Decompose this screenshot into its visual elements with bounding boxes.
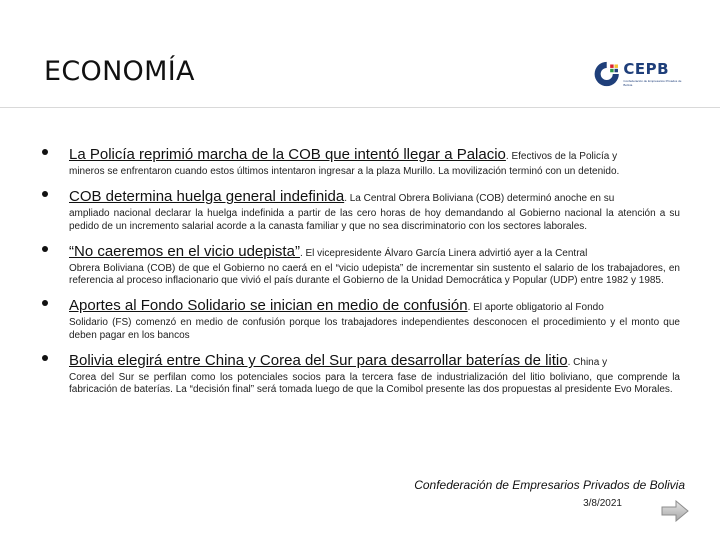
- news-lead: . La Central Obrera Boliviana (COB) determinó anoche en su: [344, 193, 615, 205]
- news-lead: . Efectivos de la Policía y: [505, 151, 618, 162]
- news-headline[interactable]: COB determina huelga general indefinida: [69, 188, 345, 206]
- cepb-logo: [592, 56, 682, 92]
- news-item: [40, 187, 680, 233]
- news-item: [40, 296, 680, 342]
- news-item: [40, 242, 680, 288]
- logo-name: CEPB: [623, 60, 670, 78]
- page-title: ECONOMÍA: [44, 56, 195, 87]
- header-divider: [0, 107, 720, 108]
- news-item: [40, 145, 680, 178]
- arrow-right-icon[interactable]: [661, 500, 689, 522]
- logo-subtitle: Confederación de Empresarios Privados de Bolivia: [623, 79, 682, 87]
- news-body: Corea del Sur se perfilan como los potenciales socios para la tercera fase de industrialización del litio boliviano, que comprende la fabricación de baterías. La “decisión final” será tomada luego de que la Comibol presente las dos propuestas al presidente Evo Morales.: [69, 372, 680, 396]
- cepb-logo-mark-icon: [592, 57, 621, 91]
- news-headline[interactable]: “No caeremos en el vicio udepista”: [69, 242, 300, 260]
- news-lead: . El vicepresidente Álvaro García Linera advirtió ayer a la Central: [299, 247, 588, 259]
- bullet-icon: [42, 191, 48, 197]
- bullet-icon: [42, 300, 48, 306]
- news-headline[interactable]: La Policía reprimió marcha de la COB que intentó llegar a Palacio: [69, 146, 506, 163]
- news-body: Obrera Boliviana (COB) de que el Gobierno no caerá en el “vicio udepista” de incrementar sin sustento el salario de los trabajadores, en referencia al proceso inflacionario que vivió el país durante el Gobierno de la Unidad Democrática y Popular (UDP) entre 1982 y 1985.: [69, 262, 680, 287]
- footer-organization: Confederación de Empresarios Privados de Bolivia: [414, 478, 685, 492]
- bullet-icon: [42, 246, 48, 252]
- news-body: Solidario (FS) comenzó en medio de confusión porque los trabajadores independientes desconocen el procedimiento y el monto que deben pagar en los bancos: [69, 317, 680, 341]
- news-list: [40, 145, 680, 406]
- bullet-icon: [42, 149, 48, 155]
- news-headline[interactable]: Aportes al Fondo Solidario se inician en medio de confusión: [69, 297, 468, 315]
- news-lead: . El aporte obligatorio al Fondo: [467, 302, 604, 314]
- news-body: ampliado nacional declarar la huelga indefinida a partir de las cero horas de hoy demandando al Gobierno nacional la atención a su pedido de un incremento salarial acorde a la canasta familiar y que no sea discriminatorio con los sectores laborales.: [69, 208, 680, 232]
- bullet-icon: [42, 355, 48, 361]
- news-item: [40, 351, 680, 397]
- footer-date: 3/8/2021: [583, 498, 622, 509]
- news-lead: . China y: [567, 357, 608, 369]
- news-body: mineros se enfrentaron cuando estos últimos intentaron ingresar a la plaza Murillo. La movilización terminó con un detenido.: [69, 166, 620, 177]
- news-headline[interactable]: Bolivia elegirá entre China y Corea del Sur para desarrollar baterías de litio: [69, 352, 568, 370]
